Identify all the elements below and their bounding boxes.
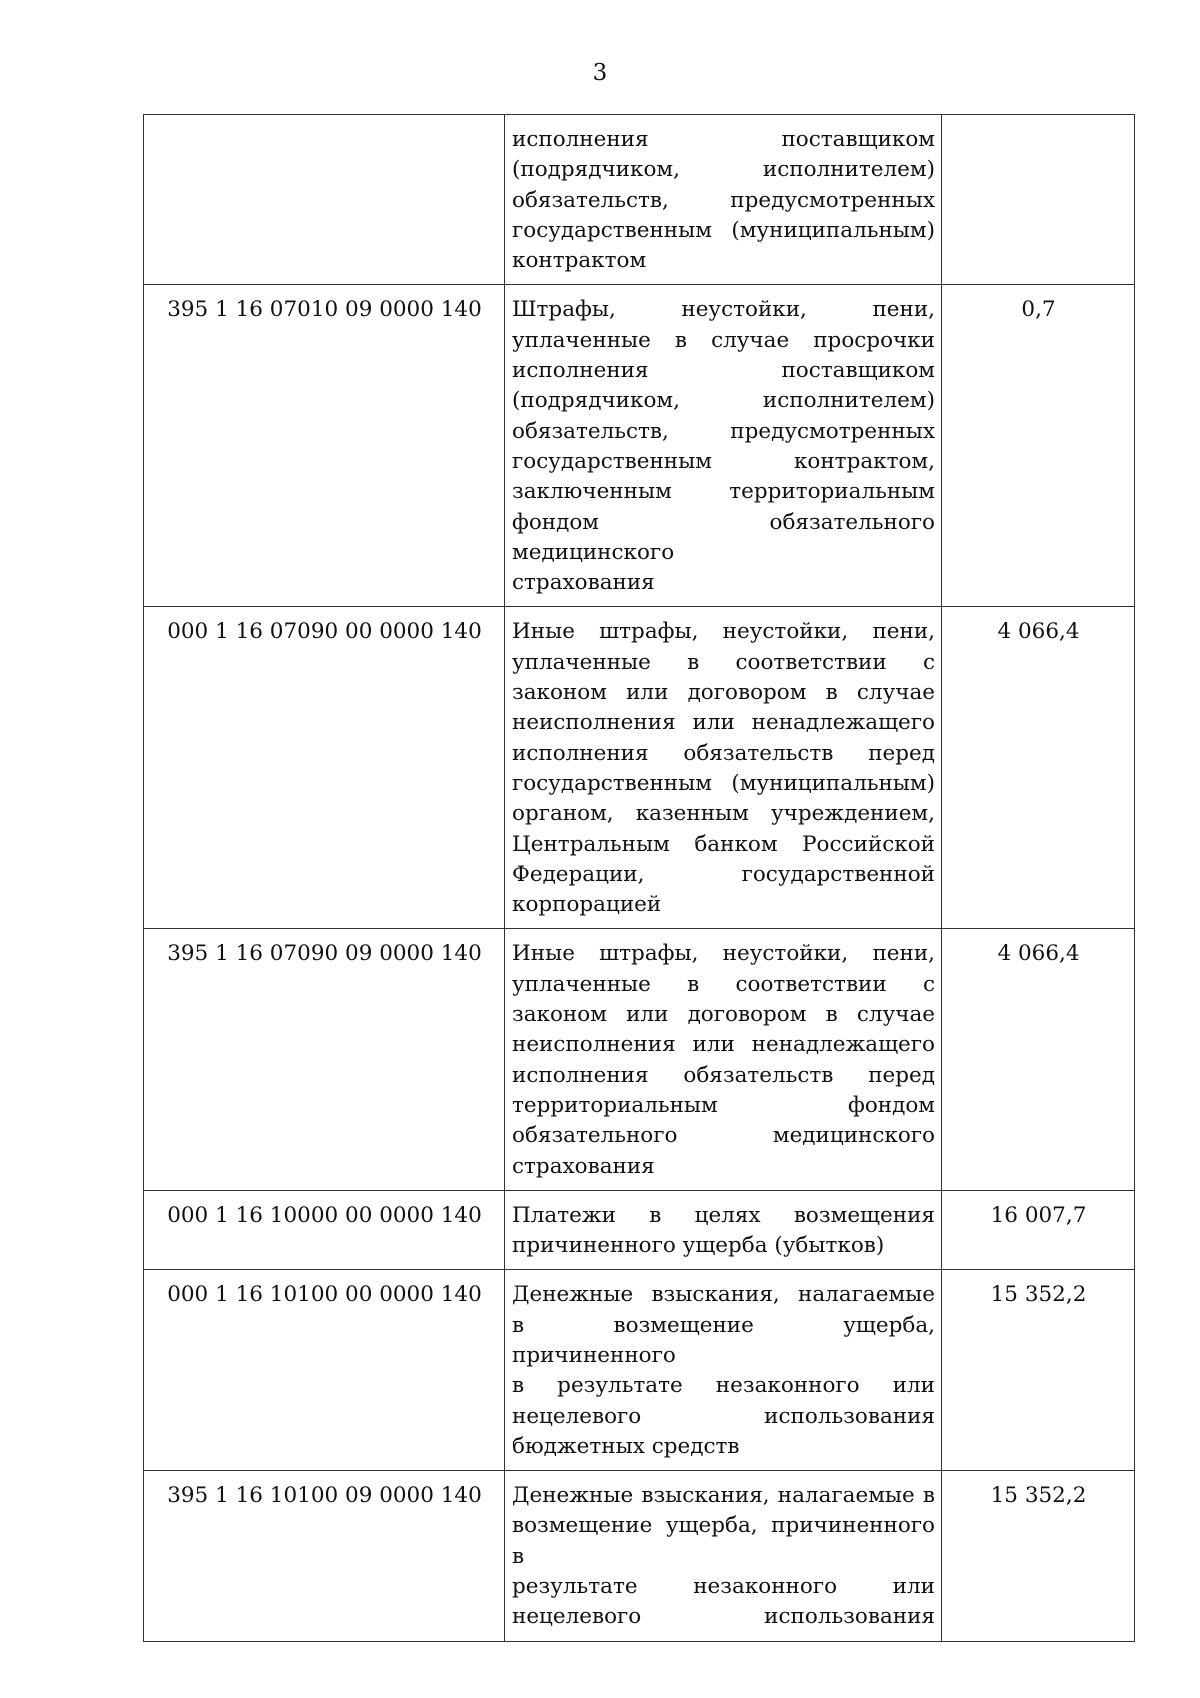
amount-cell: 15 352,2 (942, 1270, 1135, 1471)
revenue-name-cell (505, 1270, 942, 1471)
revenue-name-line: причиненного ущерба (убытков) (512, 1233, 885, 1259)
revenue-name-line: Штрафы, неустойки, пени, (512, 297, 935, 323)
amount-cell: 4 066,4 (942, 607, 1135, 929)
amount-cell: 4 066,4 (942, 929, 1135, 1190)
budget-revenue-table (143, 114, 1135, 1642)
table-row (144, 1190, 1135, 1270)
budget-code-cell: 000 1 16 07090 00 0000 140 (144, 607, 505, 929)
revenue-name-line: неисполнения или ненадлежащего (512, 710, 935, 736)
revenue-name-line: государственным (муниципальным) (512, 217, 935, 243)
revenue-name-line: законом или договором в случае (512, 1002, 935, 1028)
revenue-name-line: Центральным банком Российской (512, 831, 935, 857)
revenue-name-line: (подрядчиком, исполнителем) (512, 388, 935, 414)
revenue-name-line: результате незаконного или (512, 1574, 935, 1600)
revenue-name-line: законом или договором в случае (512, 680, 935, 706)
revenue-name-line: нецелевого использования (512, 1604, 935, 1630)
amount-cell: 16 007,7 (942, 1190, 1135, 1270)
table-row (144, 929, 1135, 1190)
revenue-name-line: в возмещение ущерба, причиненного (512, 1312, 935, 1368)
revenue-name-line: Платежи в целях возмещения (512, 1202, 935, 1228)
table-row (144, 1471, 1135, 1641)
revenue-name-line: обязательного медицинского (512, 1123, 935, 1149)
revenue-name-line: заключенным территориальным (512, 479, 935, 505)
revenue-name-line: возмещение ущерба, причиненного в (512, 1513, 935, 1569)
revenue-name-line: государственным (муниципальным) (512, 770, 935, 796)
revenue-name-line: контрактом (512, 248, 647, 274)
revenue-name-cell (505, 115, 942, 285)
revenue-name-line: (подрядчиком, исполнителем) (512, 157, 935, 183)
budget-code-cell (144, 115, 505, 285)
amount-cell (942, 115, 1135, 285)
revenue-name-line: исполнения поставщиком (512, 127, 935, 152)
budget-code-cell: 000 1 16 10100 00 0000 140 (144, 1270, 505, 1471)
table-row (144, 285, 1135, 607)
revenue-name-line: бюджетных средств (512, 1433, 740, 1459)
revenue-name-line: Денежные взыскания, налагаемые в (512, 1483, 935, 1509)
page-number: 3 (592, 60, 608, 86)
revenue-name-line: обязательств, предусмотренных (512, 187, 935, 213)
revenue-name-line: неисполнения или ненадлежащего (512, 1032, 935, 1058)
revenue-name-line: уплаченные в соответствии с (512, 971, 935, 997)
revenue-name-line: государственным контрактом, (512, 448, 935, 474)
revenue-name-line: страхования (512, 570, 655, 596)
revenue-name-line: уплаченные в случае просрочки (512, 327, 935, 353)
table-row (144, 1270, 1135, 1471)
revenue-name-line: исполнения обязательств перед (512, 1062, 935, 1088)
revenue-name-line: фондом обязательного медицинского (512, 509, 935, 565)
revenue-name-line: органом, казенным учреждением, (512, 801, 935, 827)
amount-cell: 0,7 (942, 285, 1135, 607)
revenue-name-line: территориальным фондом (512, 1092, 935, 1118)
revenue-name-cell (505, 929, 942, 1190)
revenue-name-line: Федерации, государственной (512, 861, 935, 887)
revenue-name-cell (505, 1190, 942, 1270)
revenue-name-cell (505, 1471, 942, 1641)
revenue-name-line: Денежные взыскания, налагаемые (512, 1282, 935, 1308)
revenue-name-line: нецелевого использования (512, 1403, 935, 1429)
table-row (144, 115, 1135, 285)
revenue-name-line: исполнения поставщиком (512, 358, 935, 384)
revenue-name-cell (505, 285, 942, 607)
budget-code-cell: 395 1 16 07010 09 0000 140 (144, 285, 505, 607)
revenue-name-line: исполнения обязательств перед (512, 740, 935, 766)
amount-cell: 15 352,2 (942, 1471, 1135, 1641)
revenue-name-line: корпорацией (512, 892, 662, 918)
budget-code-cell: 395 1 16 10100 09 0000 140 (144, 1471, 505, 1641)
revenue-name-line: уплаченные в соответствии с (512, 649, 935, 675)
revenue-name-line: обязательств, предусмотренных (512, 418, 935, 444)
revenue-name-line: Иные штрафы, неустойки, пени, (512, 941, 935, 967)
table-row (144, 607, 1135, 929)
revenue-name-line: в результате незаконного или (512, 1373, 935, 1399)
budget-code-cell: 395 1 16 07090 09 0000 140 (144, 929, 505, 1190)
revenue-name-line: Иные штрафы, неустойки, пени, (512, 619, 935, 645)
revenue-name-cell (505, 607, 942, 929)
revenue-name-line: страхования (512, 1153, 655, 1179)
table-body (144, 115, 1135, 1642)
budget-code-cell: 000 1 16 10000 00 0000 140 (144, 1190, 505, 1270)
